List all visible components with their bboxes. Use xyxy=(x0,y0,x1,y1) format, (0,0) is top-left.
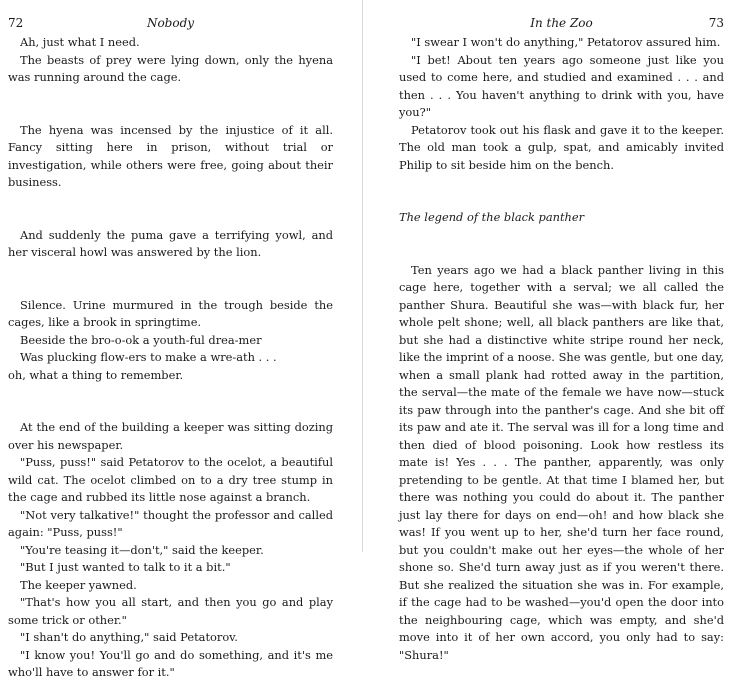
paragraph: Petatorov took out his flask and gave it to the keeper. The old man took a gulp, spat, and amicably invited Philip to sit beside him on the bench. xyxy=(399,122,724,172)
paragraph: "But I just wanted to talk to it a bit." xyxy=(20,560,231,574)
verse-line: oh, what a thing to remember. xyxy=(8,367,184,382)
section-heading: The legend of the black panther xyxy=(399,210,585,224)
paragraph: The hyena was incensed by the injustice of it all. Fancy sitting here in prison, without trial or investigation, while others were free, going about their business. xyxy=(8,122,333,189)
right-page-header xyxy=(399,14,724,32)
left-page xyxy=(8,0,333,679)
paragraph: Ten years ago we had a black panther living in this cage here, together with a serval; we all called the panther Shura. Beautiful she was—with black fur, her whole pelt shone; well, all black panthers are like that, but she had a distinctive white stripe round her neck, like the imprint of a noose. She was gentle, but one day, when a small plank had rotted away in the partition, the serval—the mate of the female we have now—stuck its paw through into the panther's cage. And she bit off its paw and ate it. The serval was ill for a long time and then died of blood poisoning. Look how restless its mate is! Yes . . . The panther, apparently, was only pretending to be gentle. At that time I blamed her, but there was nothing you could do about it. The panther just lay there for days on end—oh! and how black she was! If you went up to her, she'd turn her face round, but you couldn't make out her eyes—the whole of her shone so. She'd turn away just as if you weren't there. But she realized the situation she was in. For example, if the cage had to be washed—you'd open the door into the neighbouring cage, which was empty, and she'd move into it of her own accord, you only had to say: "Shura!" xyxy=(399,262,724,662)
right-page-body xyxy=(399,34,724,664)
paragraph: "I bet! About ten years ago someone just like you used to come here, and studied and examined . . . and then . . . You haven't anything to drink with you, have you?" xyxy=(399,52,724,119)
verse-line: Beeside the bro-o-ok a youth-ful drea-mer xyxy=(20,332,262,347)
paragraph: Ah, just what I need. xyxy=(20,35,140,49)
paragraph: The keeper yawned. xyxy=(20,577,137,592)
gutter-divider xyxy=(362,0,363,552)
page-number: 72 xyxy=(8,16,24,30)
paragraph: "You're teasing it—don't," said the keeper. xyxy=(20,542,264,557)
paragraph: Silence. Urine murmured in the trough beside the cages, like a brook in springtime. xyxy=(8,297,333,329)
section-break xyxy=(8,87,333,122)
paragraph: "I swear I won't do anything," Petatorov assured him. xyxy=(411,35,721,49)
right-page xyxy=(399,0,724,662)
paragraph: "Puss, puss!" said Petatorov to the ocelot, a beautiful wild cat. The ocelot climbed on to a dry tree stump in the cage and rubbed its little nose against a branch. xyxy=(8,455,333,504)
paragraph: At the end of the building a keeper was sitting dozing over his newspaper. xyxy=(8,420,333,452)
section-break xyxy=(399,227,724,262)
page-number: 73 xyxy=(708,16,724,30)
paragraph: And suddenly the puma gave a terrifying yowl, and her visceral howl was answered by the lion. xyxy=(8,227,333,259)
running-head: In the Zoo xyxy=(530,16,593,30)
left-page-header xyxy=(8,14,333,32)
paragraph: "I know you! You'll go and do something, and it's me who'll have to answer for it." xyxy=(8,647,333,679)
running-head: Nobody xyxy=(146,16,195,30)
left-page-body xyxy=(8,34,333,682)
section-break xyxy=(8,262,333,297)
paragraph: "Not very talkative!" thought the professor and called again: "Puss, puss!" xyxy=(8,507,333,539)
paragraph: The beasts of prey were lying down, only the hyena was running around the cage. xyxy=(8,52,333,84)
verse-line: Was plucking flow-ers to make a wre-ath . . . xyxy=(20,350,277,364)
section-break xyxy=(8,384,333,419)
paragraph: "I shan't do anything," said Petatorov. xyxy=(20,630,238,644)
section-break xyxy=(399,174,724,209)
section-break xyxy=(8,192,333,227)
paragraph: "That's how you all start, and then you go and play some trick or other." xyxy=(8,595,333,627)
